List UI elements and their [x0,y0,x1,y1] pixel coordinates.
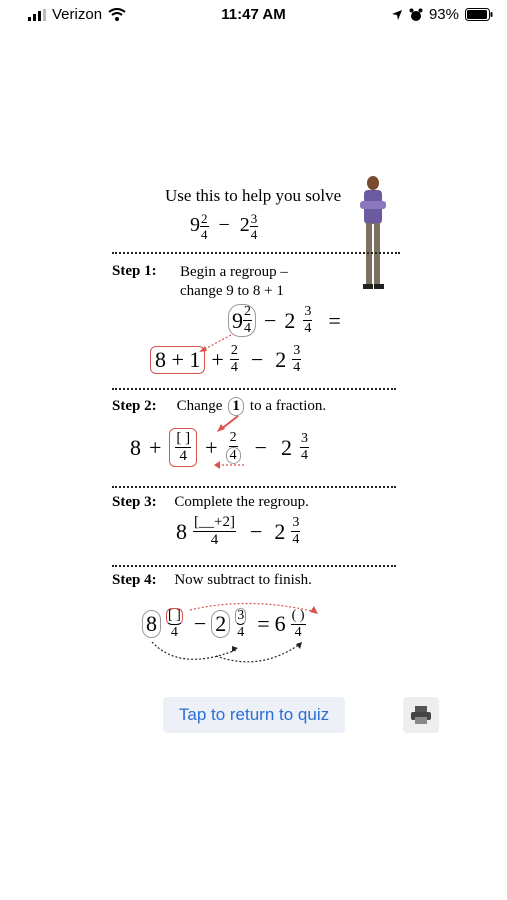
denominator: 4 [237,625,245,640]
fraction [250,212,259,241]
minus: − [264,307,277,333]
fraction [300,432,309,463]
fraction [193,515,236,548]
numerator: 3 [292,515,300,530]
plus: + [149,434,162,460]
step1-text [180,263,288,301]
denominator: 4 [293,360,301,375]
equals: = [328,307,341,333]
minus: − [250,346,264,372]
battery-percent: 93% [428,6,459,23]
numerator: 2 [230,343,238,358]
whole: 8 [176,518,187,544]
numerator: 2 [229,430,237,445]
step2-text-post: to a fraction. [249,398,327,414]
numerator: 3 [237,608,245,623]
return-to-quiz-button[interactable]: Tap to return to quiz [163,697,345,733]
step-label: Step 1 [112,263,152,279]
numerator: 2 [201,211,208,226]
numerator: 3 [293,343,301,358]
step2-row: Step 2: Change 1 to a fraction. [112,398,327,414]
numerator: ( ) [291,607,305,623]
numerator: [ ] [176,430,191,446]
fraction [291,609,306,640]
minus: − [193,611,207,636]
step2-text-pre: Change [176,398,223,414]
step3-row: Step 3: Complete the regroup. [112,494,309,510]
fraction [303,305,312,336]
step1-label: Step 1: [112,263,157,279]
whole: 2 [284,307,296,333]
plus: + [205,434,218,460]
fraction [235,608,246,640]
divider [112,252,400,254]
step4-equation [142,608,306,640]
problem-expression [190,212,258,241]
circled-one: 1 [228,397,244,416]
divider [112,388,396,390]
denominator: 4 [250,227,258,242]
step4-text: Now subtract to finish. [174,572,312,588]
divider [112,486,396,488]
whole: 9 [190,214,200,237]
numerator: 3 [301,431,309,446]
step3-equation [176,515,300,548]
denominator: 4 [292,532,300,547]
teacher-figure [352,175,394,295]
equals: = [257,611,270,636]
fraction [166,608,183,640]
blank-fraction [169,428,197,467]
printer-icon [410,705,432,725]
eight-plus-one: 8 + 1 [150,346,205,374]
clock: 11:47 AM [221,6,286,23]
step-label: Step 4 [112,572,152,588]
denominator: 4 [230,360,238,375]
whole: 2 [211,610,230,638]
denominator: 4 [244,321,251,336]
fraction [292,344,301,375]
print-button[interactable] [403,697,439,733]
step1-equation1 [228,304,341,337]
whole: 8 [142,610,161,638]
whole: 8 [130,434,141,460]
minus: − [254,434,268,460]
plus: + [211,346,224,372]
intro-text: Use this to help you solve [165,186,342,205]
minus: − [218,214,230,237]
denominator: 4 [210,532,219,548]
denominator: 4 [226,447,241,464]
numerator: 2 [244,304,251,319]
divider [112,565,396,567]
step1-equation2 [150,344,301,375]
step1-text-line2: change 9 to 8 + 1 [180,283,284,299]
denominator: 4 [170,625,178,640]
minus: − [249,518,263,544]
whole: 9 [232,307,243,333]
whole: 2 [275,346,287,372]
step4-row: Step 4: Now subtract to finish. [112,572,312,588]
answer-whole: 6 [274,611,286,636]
denominator: 4 [179,448,188,464]
whole: 2 [274,518,286,544]
whole: 2 [239,214,250,237]
red-arrow [212,460,246,470]
numerator: [__+2] [194,514,235,530]
numerator: [ ] [168,608,181,623]
denominator: 4 [294,624,302,640]
fraction [243,305,252,336]
numerator: 3 [250,211,258,226]
denominator: 4 [201,227,208,242]
whole: 2 [281,434,293,460]
step-label: Step 3 [112,494,152,510]
denominator: 4 [304,321,312,336]
carrier-label: Verizon [52,6,103,23]
step1-text-line1: Begin a regroup – [180,264,288,280]
step3-text: Complete the regroup. [174,494,309,510]
fraction [291,516,300,547]
fraction [200,212,209,241]
numerator: 3 [304,304,312,319]
step-label: Step 2 [112,398,152,414]
fraction [230,344,239,375]
denominator: 4 [301,448,309,463]
